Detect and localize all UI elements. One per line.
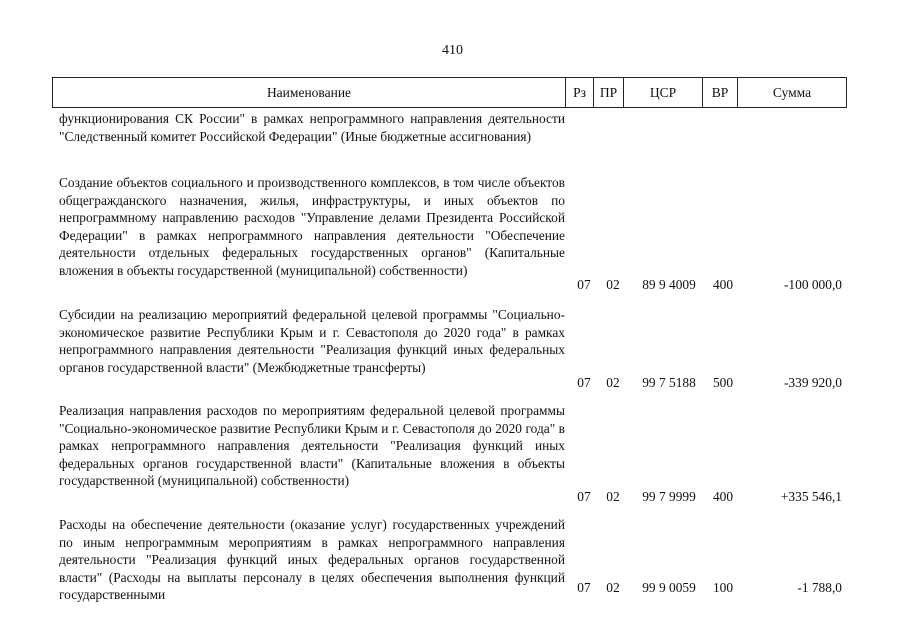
row-name: Реализация направления расходов по мероприятиям федеральной целевой программы "Социально-экономическое развитие Республики Крым и г. Севастополя до 2020 года" в рамках непрограммного направления деятельности "Реализация функций иных федеральных органов государственной власти" (Капитальные вложения в объекты государственной (муниципальной) собственности) [59,403,565,488]
row-pr: 02 [606,580,620,595]
row-sum: -1 788,0 [797,580,842,595]
row-name: Расходы на обеспечение деятельности (оказание услуг) государственных учреждений по иным непрограммным мероприятиям в рамках непрограммного направления деятельности "Реализация функций иных федеральных органов государственной власти" (Расходы на выплаты персоналу в целях обеспечения выполнения функций государственными [59,517,565,602]
row-name: функционирования СК России" в рамках непрограммного направления деятельности "Следственный комитет Российской Федерации" (Иные бюджетные ассигнования) [59,111,565,144]
row-rz: 07 [577,489,591,504]
row-pr: 02 [606,489,620,504]
row-pr: 02 [606,375,620,390]
row-sum: -339 920,0 [783,375,842,390]
row-vr: 500 [712,375,734,390]
row-sum: +335 546,1 [780,489,842,504]
table-header [52,77,847,108]
row-name: Субсидии на реализацию мероприятий федеральной целевой программы "Социально-экономическое развитие Республики Крым и г. Севастополя до 2020 года" в рамках непрограммного направления деятельности "Реализация функций иных федеральных органов государственной власти" (Межбюджетные трансферты) [59,307,565,375]
page-number: 410 [442,43,463,58]
row-name: Создание объектов социального и производственного комплексов, в том числе объектов общегражданского назначения, жилья, инфраструктуры, и иных объектов по непрограммному направлению расходов "Управление делами Президента Российской Федерации" в рамках непрограммного направления деятельности "Обеспечение деятельности отдельных федеральных государственных органов" (Капитальные вложения в объекты государственной (муниципальной) собственности) [59,175,565,278]
row-csr: 99 9 0059 [642,580,696,595]
row-vr: 400 [712,277,734,292]
header-name: Наименование [52,78,566,107]
header-csr: ЦСР [624,78,703,107]
header-rz: Рз [566,78,594,107]
row-rz: 07 [577,277,591,292]
header-vr: ВР [703,78,738,107]
row-vr: 400 [712,489,734,504]
row-pr: 02 [606,277,620,292]
row-rz: 07 [577,375,591,390]
row-vr: 100 [712,580,734,595]
row-csr: 99 7 9999 [642,489,696,504]
row-sum: -100 000,0 [783,277,842,292]
row-csr: 89 9 4009 [642,277,696,292]
header-pr: ПР [594,78,624,107]
row-csr: 99 7 5188 [642,375,696,390]
header-sum: Сумма [738,78,847,107]
row-rz: 07 [577,580,591,595]
